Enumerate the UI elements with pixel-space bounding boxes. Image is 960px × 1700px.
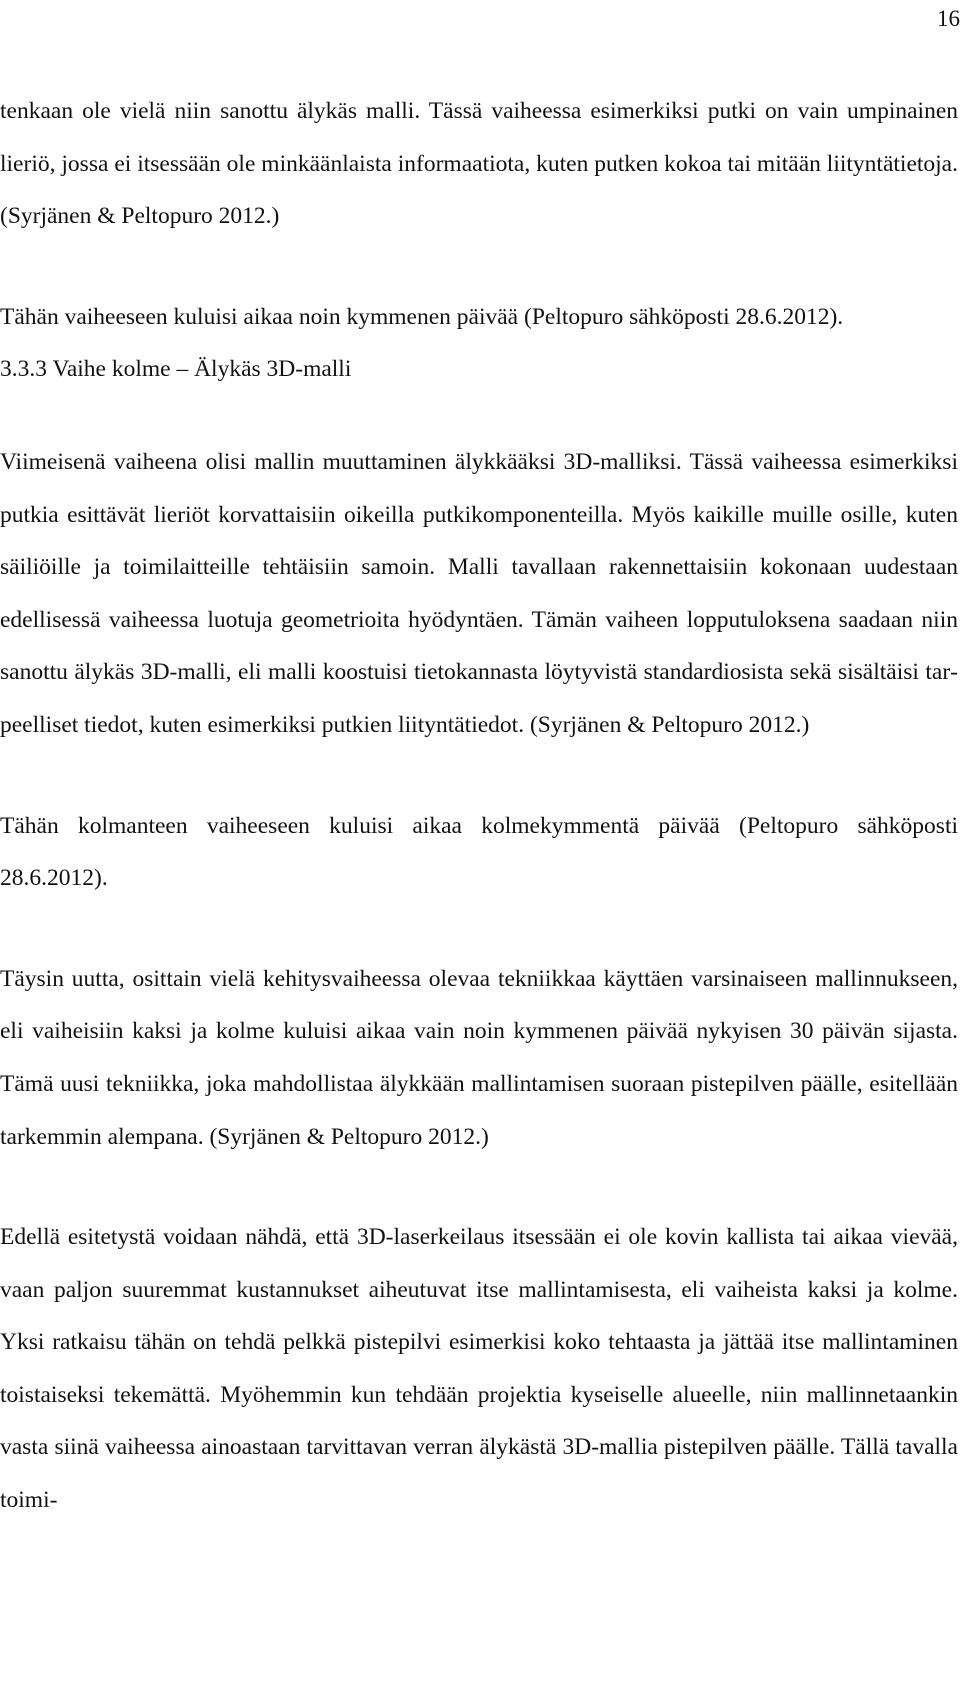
page-number: 16 [937,6,960,31]
paragraph-new-technique: Täysin uutta, osittain vielä kehitysvaiheessa olevaa tekniikkaa käyttäen varsinaiseen mallinnukseen, eli vaiheisiin kaksi ja kolme kuluisi aikaa vain noin kymmenen päivää nykyisen 30 päivän sijasta. Tämä uusi tekniikka, joka mahdollistaa älykkään mallintamisen suoraan pistepilven päälle, esitellään tarkemmin alempana. (Syrjänen & Peltopuro 2012.) [0,965,958,1150]
paragraph-conclusion: Edellä esitetystä voidaan nähdä, että 3D-laserkeilaus itsessään ei ole kovin kallista tai aikaa vievää, vaan paljon suuremmat kustannukset aiheutuvat itse mallintamisesta, eli vaiheista kaksi ja kolme. Yksi ratkaisu tähän on tehdä pelkkä pistepilvi esimerkisi koko tehtaasta ja jättää itse mallintaminen toistaiseksi tekemättä. Myöhemmin kun tehdään projektia kyseiselle alueelle, niin mallinnetaankin vasta siinä vaiheessa ainoastaan tarvittavan verran älykästä 3D-mallia pistepilven päälle. Tällä tavalla toimi- [0,1224,958,1514]
document-body [0,85,958,1527]
paragraph-intro: tenkaan ole vielä niin sanottu älykäs malli. Tässä vaiheessa esimerkiksi putki on vain umpinainen lieriö, jossa ei itsessään ole minkäänlaista informaatiota, kuten putken kokoa tai mitään liityntätietoja. (Syrjänen & Peltopuro 2012.) [0,98,958,230]
paragraph-phase-three: Viimeisenä vaiheena olisi mallin muuttaminen älykkääksi 3D-malliksi. Tässä vaiheessa esimerkiksi putkia esittävät lieriöt korvattaisiin oikeilla putkikomponenteilla. Myös kaikille muille osille, kuten säiliöille ja toimilaitteille tehtäisiin samoin. Malli tavallaan rakennettaisiin kokonaan uudestaan edellisessä vaiheessa luotuja geometrioita hyödyntäen. Tämän vaiheen lopputuloksena saadaan niin sanottu älykäs 3D-malli, eli malli koostuisi tietokannasta löytyvistä standardiosista sekä sisältäisi tarpeelliset tiedot, kuten esimerkiksi putkien liityntätiedot. (Syrjänen & Peltopuro 2012.) [0,448,958,738]
section-heading: 3.3.3 Vaihe kolme – Älykäs 3D-malli [0,356,352,383]
paragraph-phase-two-duration: Tähän vaiheeseen kuluisi aikaa noin kymmenen päivää (Peltopuro sähköposti 28.6.2012). [0,303,844,330]
paragraph-phase-three-duration: Tähän kolmanteen vaiheeseen kuluisi aikaa kolmekymmentä päivää (Peltopuro sähköposti 28.6.2012). [0,812,958,892]
